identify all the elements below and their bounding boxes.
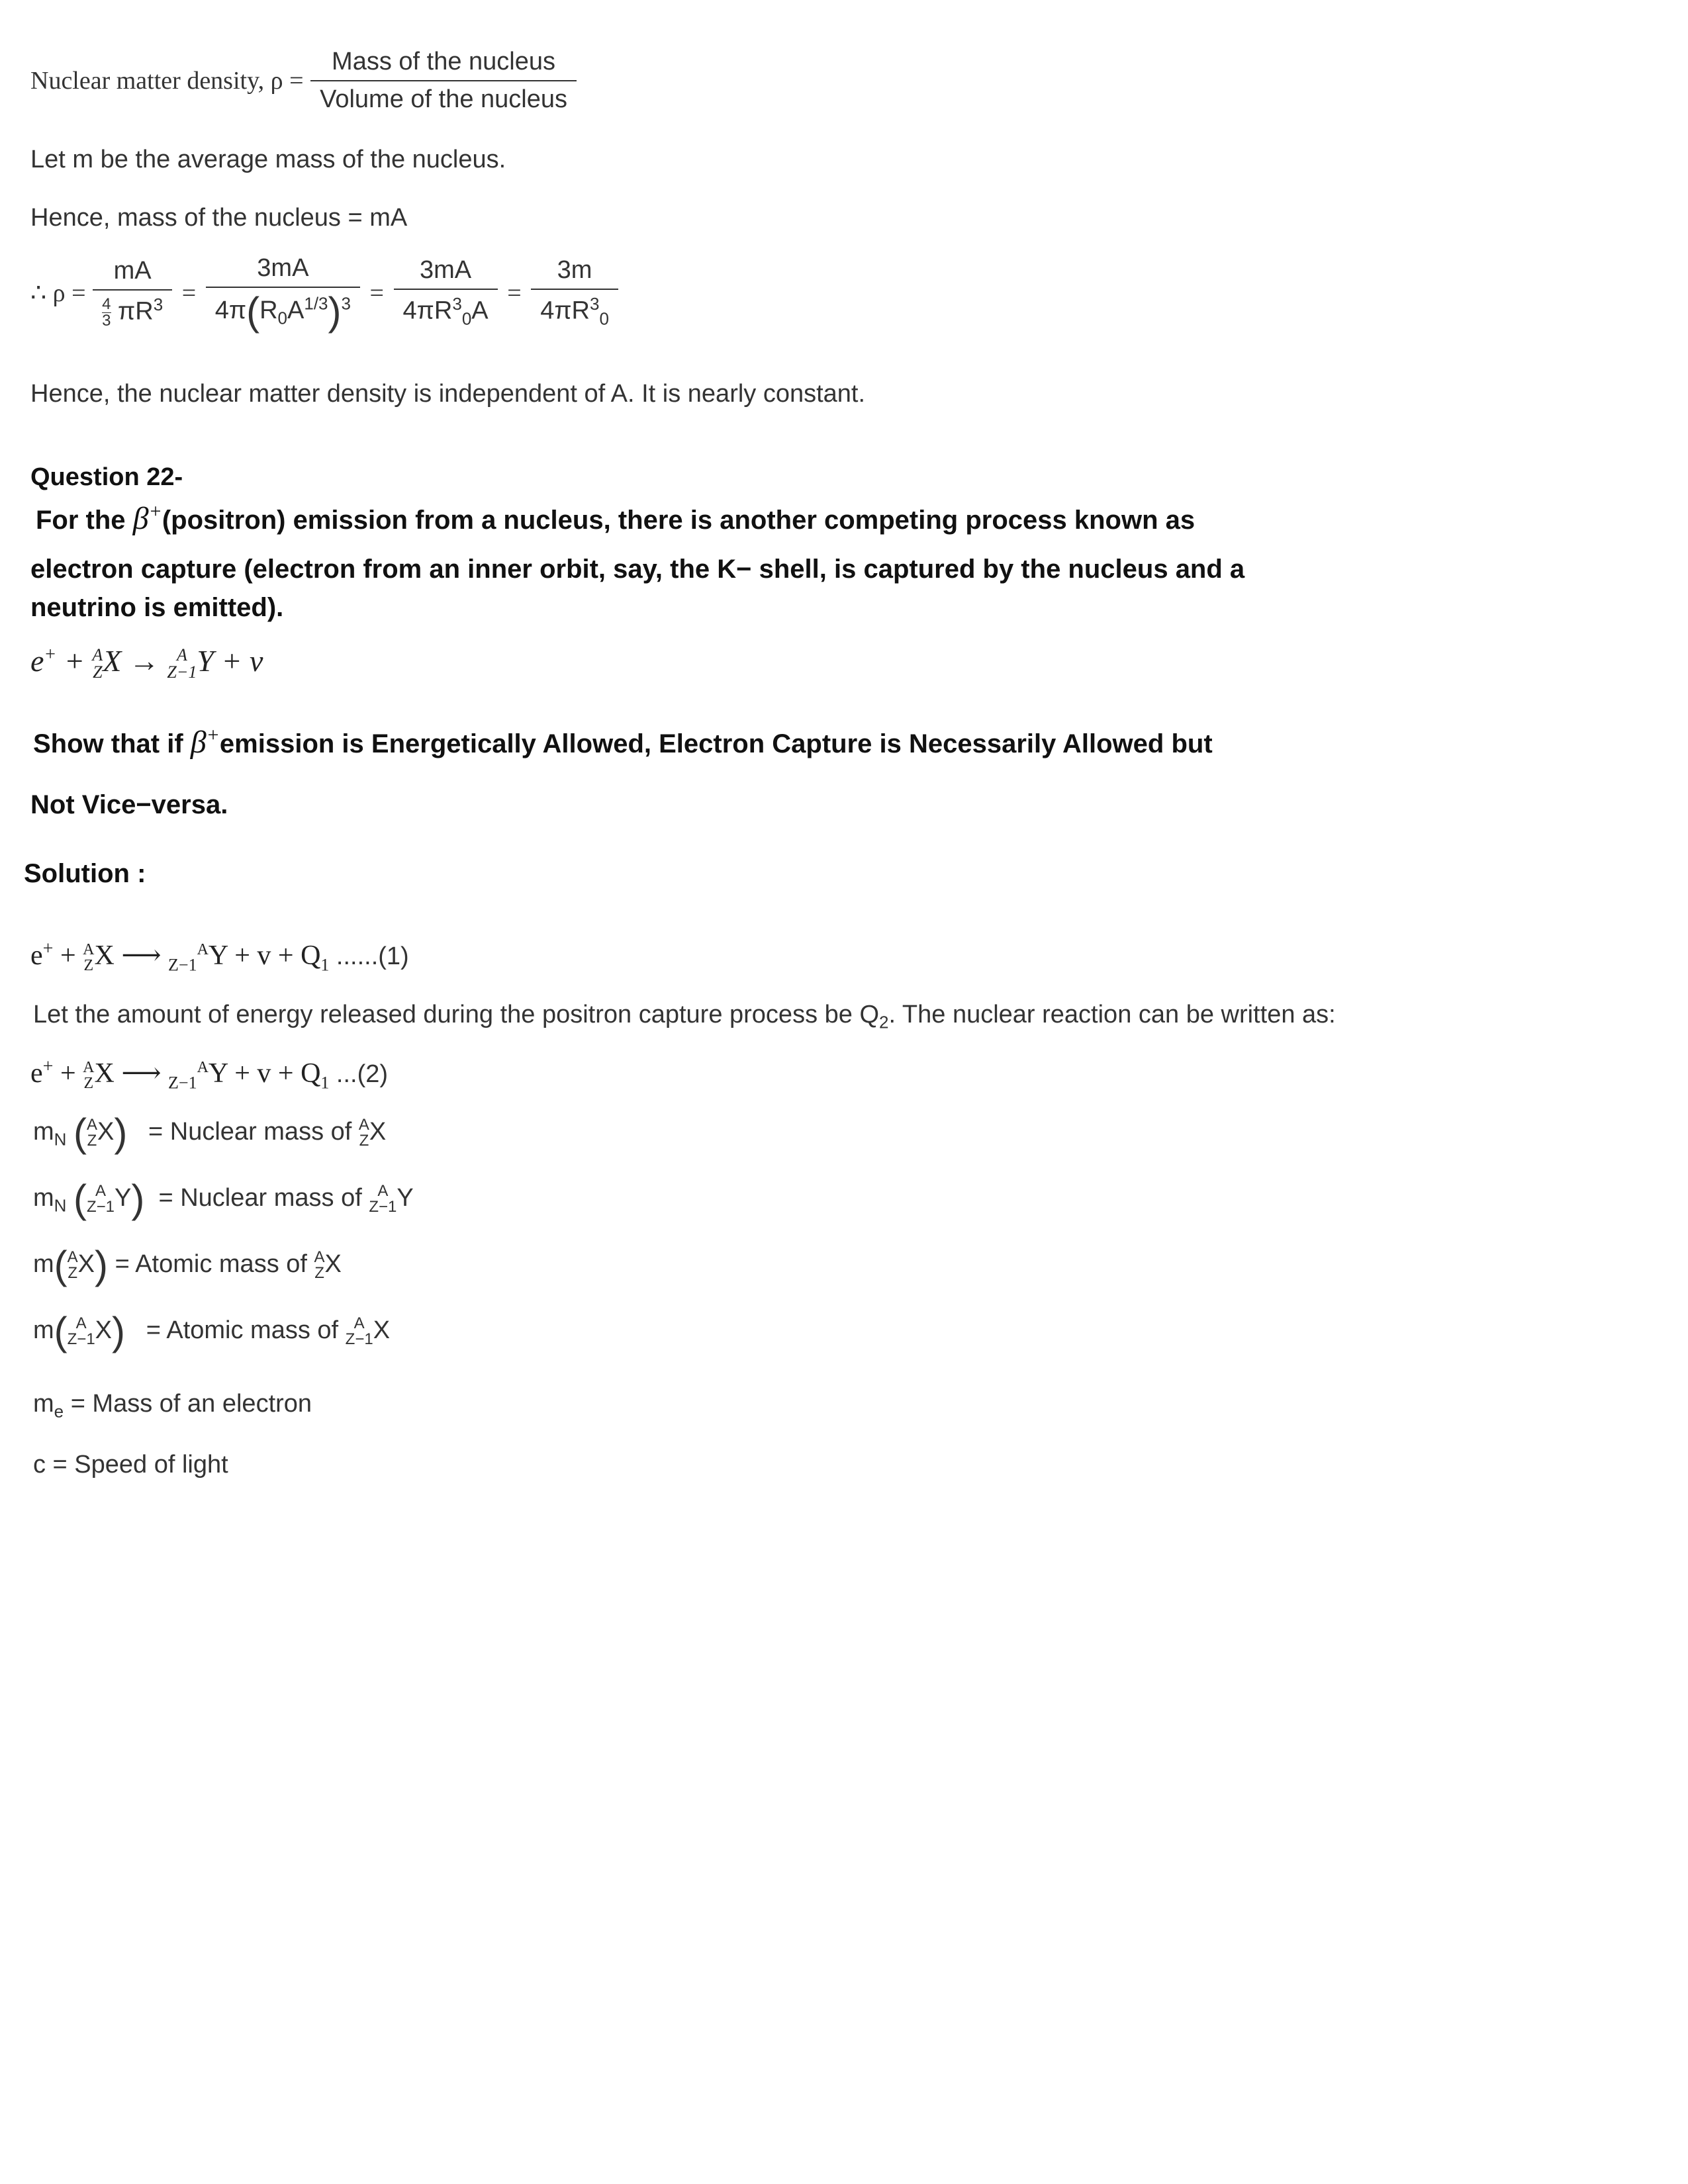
solution-label: Solution : [24,859,146,888]
text-independent: Hence, the nuclear matter density is independent of A. It is nearly constant. [30,380,866,408]
definition-4: m( A Z−1 X) = Atomic mass of A Z−1 X [33,1309,391,1353]
rho-f4-den: $4\pi R^3_0$ [531,289,618,329]
show-line-2: Not Vice−versa. [30,790,228,819]
definition-4-text: = Atomic mass of [146,1316,339,1345]
rho-fraction-3 [394,256,498,329]
text-hence-mass: Hence, mass of the nucleus = mA [30,204,408,232]
question-title: Question 22- [30,463,183,491]
density-numerator: Mass of the nucleus [332,48,556,75]
density-denominator: Volume of the nucleus [310,80,577,114]
equation-1-tag: ......(1) [336,942,409,970]
rho-f1-num: mA [113,256,152,285]
equation-2-tag: ...(2) [336,1060,389,1088]
text-let-energy [33,1001,1336,1033]
question-text-1b: (positron) emission from a nucleus, there is another competing process known as [162,506,1196,535]
rho-f1-den: $\frac{4}{3}$ $\pi R^3$ [93,289,172,329]
definition-2: $m_N$ ( A Z−1 Y) = Nuclear mass of A Z−1 Y [33,1177,414,1221]
definition-5: $m_e$ = Mass of an electron [33,1390,312,1422]
text-let-m: Let m be the average mass of the nucleus. [30,146,506,173]
rho-fraction-4 [531,256,618,329]
show-text-1a: Show that if [33,729,183,758]
question-line-1: For the β+(positron) emission from a nucleus, there is another competing process known as [36,500,1196,536]
definition-2-text: = Nuclear mass of [158,1184,362,1212]
equation-1: e+ + A Z X ⟶ $_{Z-1}$ A $Y + v + Q_1$ ......(1) [30,938,409,975]
question-line-2: electron capture (electron from an inner orbit, say, the K− shell, is captured by the nucleus and a [30,555,1245,584]
rho-fraction-1 [93,257,172,329]
rho-f3-num: 3mA [420,256,472,285]
rho-f2-num: 3mA [257,254,309,282]
show-text-1b: emission is Energetically Allowed, Electron Capture is Necessarily Allowed but [219,729,1213,758]
rho-equation: ∴ ρ = mA $\frac{4}{3}$ $\pi R^3$ = $\frac{3mA}{4\pi(R_0A^{1/3})^3}$ = $\frac{3mA}{4\pi R^3_0A}$ = $\frac{3m}{4\pi R^3_0}$ [30,254,618,332]
rho-f4-num: 3m [557,256,592,285]
rho-fraction-2 [206,254,360,332]
definition-1: $m_N$ ( A Z X) = Nuclear mass of A Z X [33,1111,387,1155]
definition-5-text: = Mass of an electron [70,1390,312,1418]
question-line-3: neutrino is emitted). [30,593,284,622]
therefore-rho: ∴ ρ = [30,279,86,307]
definition-6: c = Speed of light [33,1451,228,1479]
let-energy-sub: 2 [879,1012,889,1032]
show-line-1: Show that if β+emission is Energetically Allowed, Electron Capture is Necessarily Allowed but [33,724,1213,760]
definition-1-text: = Nuclear mass of [148,1118,352,1146]
rho-f2-den: $4\pi(R_0A^{1/3})^3$ [206,287,360,332]
density-label: Nuclear matter density, ρ = [30,67,304,95]
equation-2: e+ + A Z X ⟶ $_{Z-1}$ A $Y + v + Q_1$ ...(2) [30,1056,389,1093]
question-reaction: e+ + A Z X → A Z−1 Y + ν [30,644,263,682]
question-text-1a: For the [36,506,126,535]
density-definition [30,48,577,114]
let-energy-end: . The nuclear reaction can be written as: [888,1001,1336,1028]
rho-f3-den: $4\pi R^3_0A$ [394,289,498,329]
density-fraction [310,48,577,114]
definition-3-text: = Atomic mass of [115,1250,307,1279]
definition-3: m( A Z X) = Atomic mass of A Z X [33,1243,342,1287]
let-energy-text: Let the amount of energy released during the positron capture process be Q [33,1001,880,1028]
